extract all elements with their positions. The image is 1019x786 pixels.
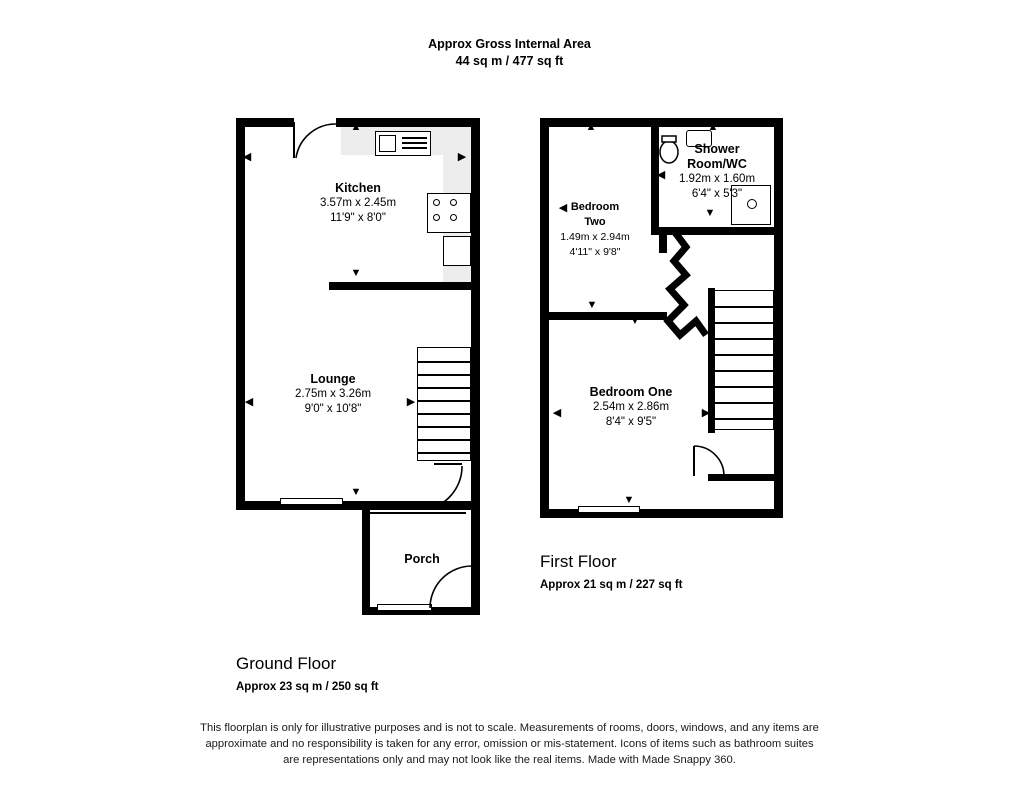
first-floor-area: Approx 21 sq m / 227 sq ft <box>540 579 683 591</box>
gf-arrow-lounge-right: ▶ <box>406 396 416 408</box>
bedroom-two-name-line1: Bedroom <box>570 201 620 213</box>
room-label-bedroom-two <box>540 200 650 260</box>
lounge-imperial: 9'0" x 10'8" <box>304 403 362 415</box>
shower-room-imperial: 6'4" x 5'3" <box>691 188 743 200</box>
ff-wall-top <box>540 118 783 127</box>
porch-name: Porch <box>404 552 440 566</box>
kitchen-name: Kitchen <box>335 181 381 195</box>
ff-arrow-bed2-bottom: ▼ <box>586 299 598 311</box>
ff-staircase <box>711 290 774 430</box>
porch-threshold-line <box>366 512 466 514</box>
shower-room-name-line2: Room/WC <box>687 157 747 171</box>
gross-internal-area-heading <box>0 36 1019 70</box>
kitchen-metric: 3.57m x 2.45m <box>319 197 397 209</box>
ff-arrow-bed1-left: ◀ <box>552 407 562 419</box>
room-label-lounge <box>243 372 423 417</box>
bedroom-one-metric: 2.54m x 2.86m <box>592 401 670 413</box>
bedroom-one-imperial: 8'4" x 9'5" <box>605 416 657 428</box>
gf-wall-left <box>236 118 245 510</box>
bedroom-two-name-line2: Two <box>584 216 606 228</box>
bedroom-two-metric: 1.49m x 2.94m <box>560 231 630 243</box>
disclaimer-line-2: approximate and no responsibility is taken for any error, omission or mis-statement. Icons of items such as bathroom suites <box>205 738 814 750</box>
ff-arrow-bed2-top: ▲ <box>585 121 597 133</box>
ff-arrow-shower-left: ◀ <box>656 169 666 181</box>
ff-bedroom-one-jamb <box>708 474 774 481</box>
first-floor-caption <box>540 552 683 591</box>
kitchen-sink-bowl <box>379 135 396 152</box>
gf-lounge-window <box>280 498 343 505</box>
gia-line-1: Approx Gross Internal Area <box>428 37 591 51</box>
gf-divider-stub <box>329 282 337 290</box>
ground-floor-area: Approx 23 sq m / 250 sq ft <box>236 681 379 693</box>
lounge-name: Lounge <box>310 372 356 386</box>
room-label-kitchen <box>268 181 448 226</box>
gf-wall-right <box>471 118 480 510</box>
ff-arrow-shower-top: ▲ <box>707 121 719 133</box>
room-label-bedroom-one <box>545 385 717 430</box>
ff-arrow-bed1-right: ▶ <box>701 407 711 419</box>
kitchen-imperial: 11'9" x 8'0" <box>330 212 386 224</box>
ground-floor-caption <box>236 654 379 693</box>
ff-bedroom-one-window <box>578 506 640 513</box>
gf-arrow-kitchen-right: ▶ <box>457 151 467 163</box>
porch-front-door-arc <box>424 560 476 612</box>
gf-arrow-lounge-top: ▲ <box>350 279 362 291</box>
room-label-shower-room <box>661 142 773 202</box>
gf-staircase <box>417 347 471 461</box>
gf-arrow-lounge-left: ◀ <box>244 396 254 408</box>
gf-arrow-kitchen-top: ▲ <box>350 121 362 133</box>
kitchen-drainer-line-1 <box>402 137 427 139</box>
lounge-metric: 2.75m x 3.26m <box>294 388 372 400</box>
gf-kitchen-door-arc <box>292 120 338 160</box>
gf-arrow-lounge-bottom: ▼ <box>350 486 362 498</box>
gia-line-2: 44 sq m / 477 sq ft <box>455 54 564 68</box>
ff-arrow-bed1-bottom: ▼ <box>623 494 635 506</box>
first-floor-title: First Floor <box>540 552 617 571</box>
room-label-porch <box>371 552 473 567</box>
ff-arrow-bed2-door: ▼ <box>629 315 641 327</box>
kitchen-drainer-line-3 <box>402 147 427 149</box>
disclaimer <box>0 720 1019 768</box>
gf-arrow-kitchen-bottom: ▼ <box>350 267 362 279</box>
bedroom-one-name: Bedroom One <box>589 385 673 399</box>
gf-lounge-door-arc <box>408 462 464 510</box>
disclaimer-line-1: This floorplan is only for illustrative purposes and is not to scale. Measurements of rooms, doors, windows, and any items are <box>200 722 819 734</box>
shower-room-name-line1: Shower <box>694 142 740 156</box>
kitchen-counter-unit <box>443 236 471 266</box>
ff-arrow-bed2-left: ◀ <box>558 202 568 214</box>
ground-floor-title: Ground Floor <box>236 654 337 673</box>
kitchen-drainer-line-2 <box>402 142 427 144</box>
ff-wall-bottom <box>540 509 783 518</box>
bedroom-two-imperial: 4'11" x 9'8" <box>569 246 621 258</box>
ff-arrow-shower-bottom: ▼ <box>704 207 716 219</box>
disclaimer-line-3: are representations only and may not look like the real items. Made with Made Snappy 360. <box>283 754 736 766</box>
shower-room-metric: 1.92m x 1.60m <box>678 173 756 185</box>
ff-wall-left <box>540 118 549 518</box>
gf-arrow-kitchen-left: ◀ <box>242 151 252 163</box>
porch-wall-left <box>362 510 370 615</box>
